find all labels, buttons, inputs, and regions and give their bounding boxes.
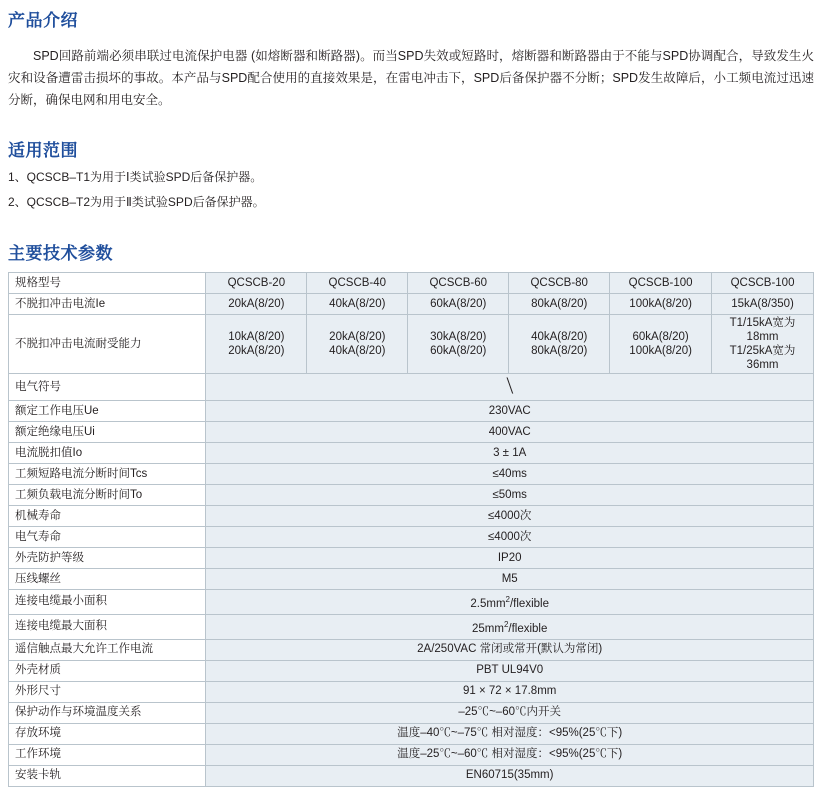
row-cell-line: 20kA(8/20) [329, 331, 386, 343]
table-row [9, 464, 814, 485]
row-label: 工作环境 [9, 744, 206, 765]
row-label: 工频负载电流分断时间To [9, 485, 206, 506]
row-cell-line: 100kA(8/20) [629, 345, 692, 357]
section-title-params: 主要技术参数 [8, 244, 113, 263]
row-cell: 2A/250VAC 常闭或常开(默认为常闭) [206, 639, 814, 660]
row-cell-line: T1/15kA宽为18mm [729, 317, 796, 343]
row-cell: ≤40ms [206, 464, 814, 485]
row-cell: 温度–40℃~–75℃ 相对湿度：<95%(25℃下) [206, 723, 814, 744]
table-row [9, 569, 814, 590]
row-cell [408, 315, 509, 374]
table-row [9, 639, 814, 660]
table-header-model: QCSCB-60 [408, 273, 509, 294]
row-cell: PBT UL94V0 [206, 660, 814, 681]
table-row [9, 374, 814, 401]
row-label: 电流脱扣值Io [9, 443, 206, 464]
row-label: 外形尺寸 [9, 681, 206, 702]
table-row [9, 590, 814, 615]
row-label: 不脱扣冲击电流Ie [9, 294, 206, 315]
table-row [9, 527, 814, 548]
table-row [9, 485, 814, 506]
row-cell-line: 40kA(8/20) [531, 331, 588, 343]
row-label: 机械寿命 [9, 506, 206, 527]
row-cell [307, 315, 408, 374]
row-cell: 3 ± 1A [206, 443, 814, 464]
table-row [9, 702, 814, 723]
row-cell: EN60715(35mm) [206, 765, 814, 786]
table-header-model: QCSCB-100 [712, 273, 814, 294]
row-cell-value-pre: 25mm [471, 622, 504, 635]
row-cell: –25℃~–60℃内开关 [206, 702, 814, 723]
row-cell [206, 590, 814, 615]
row-cell [206, 315, 307, 374]
row-cell: 20kA(8/20) [206, 294, 307, 315]
row-label: 外壳防护等级 [9, 548, 206, 569]
row-cell-line: 60kA(8/20) [430, 345, 487, 357]
table-header-model: QCSCB-20 [206, 273, 307, 294]
row-cell: 温度–25℃~–60℃ 相对湿度：<95%(25℃下) [206, 744, 814, 765]
row-label: 不脱扣冲击电流耐受能力 [9, 315, 206, 374]
row-cell: 230VAC [206, 401, 814, 422]
row-cell: 80kA(8/20) [509, 294, 610, 315]
row-cell: IP20 [206, 548, 814, 569]
table-row [9, 315, 814, 374]
row-cell: ≤50ms [206, 485, 814, 506]
row-cell: 91 × 72 × 17.8mm [206, 681, 814, 702]
table-row [9, 614, 814, 639]
row-cell: 100kA(8/20) [610, 294, 712, 315]
table-header-model: QCSCB-100 [610, 273, 712, 294]
table-row [9, 294, 814, 315]
row-label: 遥信触点最大允许工作电流 [9, 639, 206, 660]
row-cell-line: T1/25kA宽为36mm [729, 345, 796, 371]
electrical-symbol-icon: ╲ [504, 377, 515, 394]
row-label: 电气符号 [9, 374, 206, 401]
scope-line: 2、QCSCB–T2为用于Ⅱ类试验SPD后备保护器。 [8, 195, 265, 209]
table-row [9, 443, 814, 464]
section-title-intro: 产品介绍 [8, 11, 78, 30]
table-header-row [9, 273, 814, 294]
row-label: 工频短路电流分断时间Tcs [9, 464, 206, 485]
row-label: 额定工作电压Ue [9, 401, 206, 422]
table-row [9, 765, 814, 786]
table-row [9, 681, 814, 702]
row-label: 连接电缆最大面积 [9, 614, 206, 639]
row-label: 额定绝缘电压Ui [9, 422, 206, 443]
row-cell: ≤4000次 [206, 527, 814, 548]
table-row [9, 744, 814, 765]
row-cell [712, 315, 814, 374]
table-row [9, 506, 814, 527]
specifications-table [8, 272, 814, 787]
intro-paragraph: SPD回路前端必须串联过电流保护电器 (如熔断器和断路器)。而当SPD失效或短路时，熔断器和断路器由于不能与SPD协调配合，导致发生火灾和设备遭雷击损坏的事故。本产品与SPD配合使用的直接效果是，在雷电冲击下，SPD后备保护器不分断；SPD发生故障后，小工频电流过迅速分断，确保电网和用电安全。 [8, 48, 815, 107]
table-row [9, 660, 814, 681]
row-cell: 15kA(8/350) [712, 294, 814, 315]
section-title-scope: 适用范围 [8, 141, 78, 160]
table-header-model: QCSCB-80 [509, 273, 610, 294]
row-cell-line: 80kA(8/20) [531, 345, 588, 357]
row-cell [206, 614, 814, 639]
row-cell: 400VAC [206, 422, 814, 443]
row-cell-line: 20kA(8/20) [228, 345, 285, 357]
row-label: 连接电缆最小面积 [9, 590, 206, 615]
table-row [9, 422, 814, 443]
row-label: 电气寿命 [9, 527, 206, 548]
row-cell-value-sup: 2 [505, 595, 510, 604]
scope-line: 1、QCSCB–T1为用于Ⅰ类试验SPD后备保护器。 [8, 170, 263, 184]
row-label: 压线螺丝 [9, 569, 206, 590]
table-row [9, 723, 814, 744]
table-header-model: QCSCB-40 [307, 273, 408, 294]
electrical-symbol-cell [206, 374, 814, 401]
row-cell: ≤4000次 [206, 506, 814, 527]
row-cell [610, 315, 712, 374]
row-cell-value-post: /flexible [508, 622, 548, 635]
row-label: 外壳材质 [9, 660, 206, 681]
table-header-label: 规格型号 [9, 273, 206, 294]
row-cell: 40kA(8/20) [307, 294, 408, 315]
row-cell-value-sup: 2 [503, 619, 509, 629]
row-cell-line: 30kA(8/20) [430, 331, 487, 343]
row-cell-value-pre: 2.5mm [470, 597, 506, 610]
row-cell-line: 10kA(8/20) [228, 331, 285, 343]
table-row [9, 548, 814, 569]
table-row [9, 401, 814, 422]
row-label: 存放环境 [9, 723, 206, 744]
row-cell [509, 315, 610, 374]
row-cell-line: 40kA(8/20) [329, 345, 386, 357]
row-label: 保护动作与环境温度关系 [9, 702, 206, 723]
row-label: 安装卡轨 [9, 765, 206, 786]
row-cell-value-post: /flexible [509, 597, 549, 610]
row-cell-line: 60kA(8/20) [632, 331, 689, 343]
row-cell: M5 [206, 569, 814, 590]
row-cell: 60kA(8/20) [408, 294, 509, 315]
